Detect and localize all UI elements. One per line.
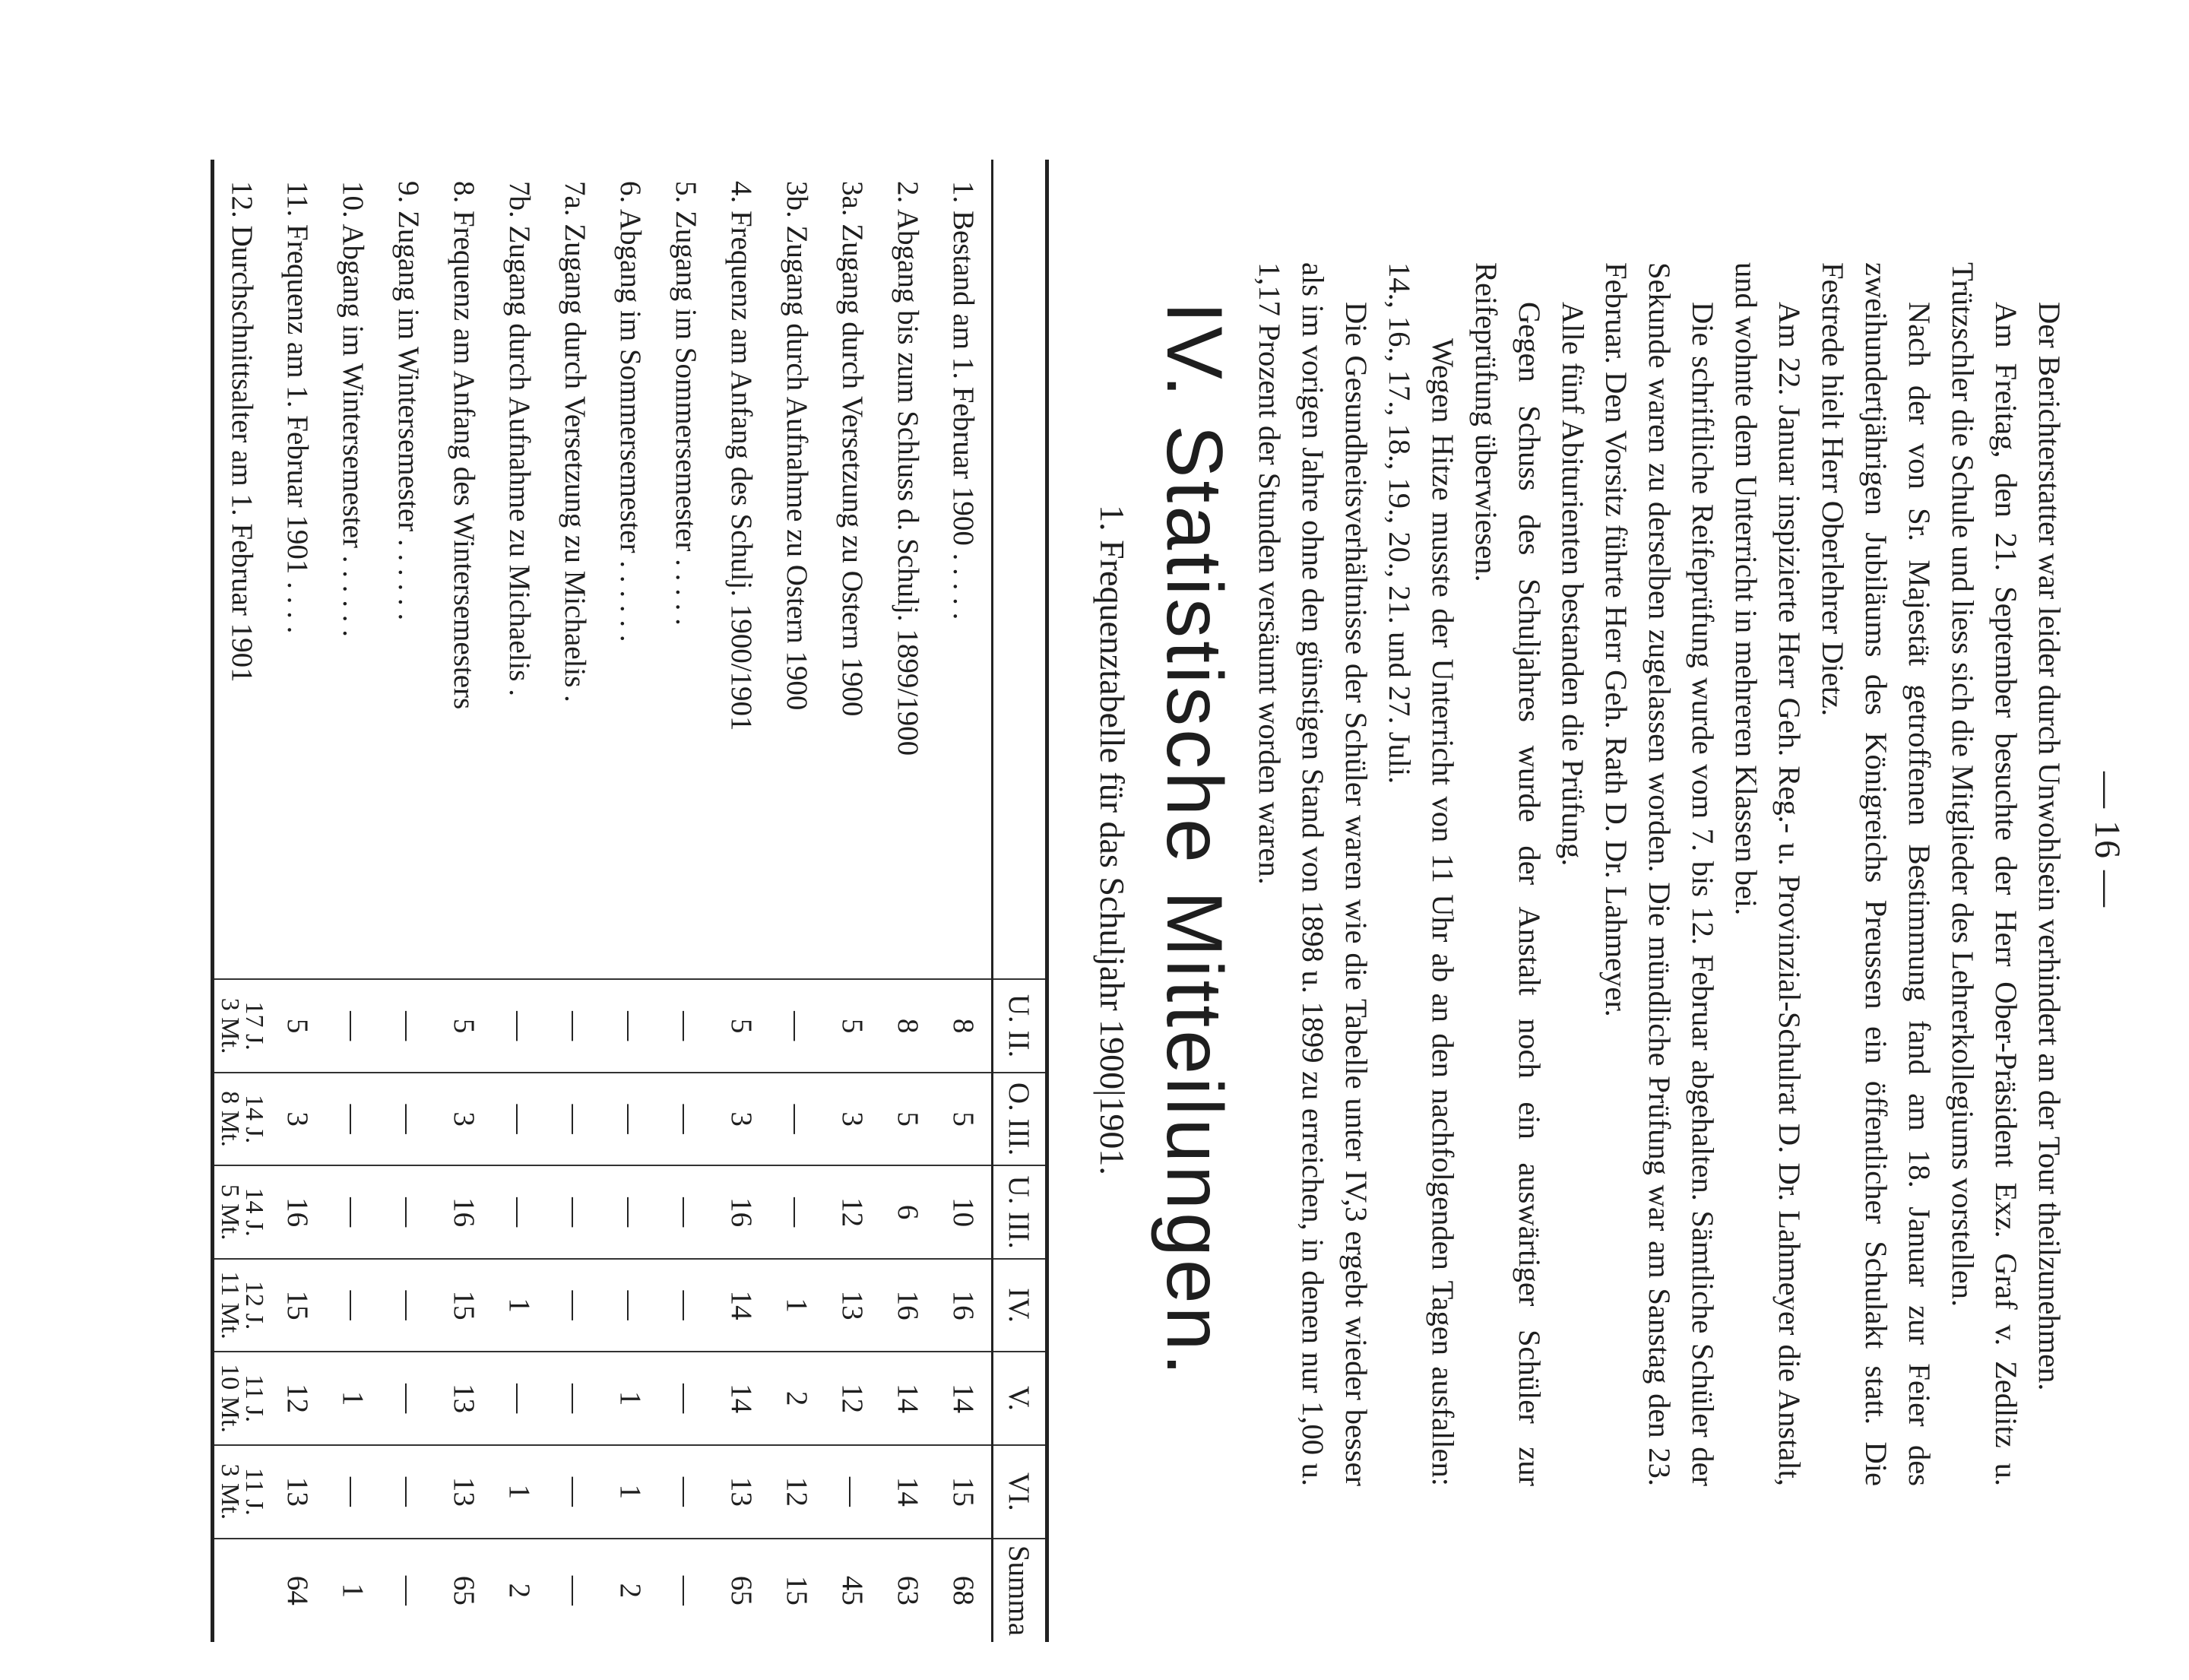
value-cell: — — [658, 1259, 714, 1352]
row-label: 7a. Zugang durch Versetzung zu Michaelis . — [547, 160, 603, 979]
value-cell: — — [492, 979, 547, 1072]
value-cell: — — [825, 1445, 880, 1539]
paragraph: Am 22. Januar inspizierte Herr Geh. Reg.- u. Provinzial-Schulrat D. Dr. Lahmeyer die Anstalt, und wohnte dem Unterricht in mehreren Klassen bei. — [1729, 262, 1807, 1486]
value-cell: 15 — [270, 1259, 325, 1352]
table-row — [769, 160, 825, 1642]
value-cell: — — [381, 979, 436, 1072]
table-row — [325, 160, 381, 1642]
table-row — [547, 160, 603, 1642]
sum-cell: 1 — [337, 1583, 369, 1599]
value-cell: — — [658, 1445, 714, 1539]
value-cell: 14 — [880, 1445, 936, 1539]
value-cell: — — [547, 1352, 603, 1444]
paragraph: Wegen Hitze musste der Unterricht von 11 Uhr ab an den nachfolgenden Tagen ausfallen: 14., 16., 17., 18., 19., 20., 21. und 27. Juli. — [1383, 262, 1460, 1486]
row-label: 3a. Zugang durch Versetzung zu Ostern 1900 — [825, 160, 880, 979]
value-cell: 2 — [769, 1352, 825, 1444]
value-cell: 3 — [436, 1073, 492, 1166]
value-cell: 12 — [270, 1352, 325, 1444]
age-years: 14 J. — [240, 1094, 269, 1144]
table-row — [936, 160, 993, 1642]
header-cell: IV. — [993, 1259, 1047, 1352]
age-years: 14 J. — [240, 1187, 269, 1237]
value-cell: — — [381, 1165, 436, 1259]
value-cell: 3 — [714, 1073, 769, 1166]
value-cell: — — [603, 1259, 658, 1352]
sum-cell: 68 — [947, 1575, 980, 1606]
row-label: 7b. Zugang durch Aufnahme zu Michaelis . — [492, 160, 547, 979]
value-cell: 13 — [714, 1445, 769, 1539]
table-header-row — [993, 160, 1047, 1642]
value-cell: 12 — [769, 1445, 825, 1539]
value-cell: 13 — [270, 1445, 325, 1539]
row-label: 5. Zugang im Sommersemester . . . . . — [658, 160, 714, 979]
value-cell: 5 — [936, 1073, 993, 1166]
sum-cell: 2 — [614, 1583, 647, 1599]
value-cell: — — [547, 1445, 603, 1539]
sum-cell: 64 — [281, 1575, 314, 1606]
value-cell: — — [325, 979, 381, 1072]
value-cell: 13 — [436, 1352, 492, 1444]
sum-cell: — — [670, 1575, 702, 1606]
value-cell: — — [325, 1445, 381, 1539]
value-cell: 12 — [825, 1352, 880, 1444]
age-cell — [213, 1259, 271, 1352]
value-cell: — — [603, 1073, 658, 1166]
age-years: 11 J. — [240, 1374, 269, 1423]
row-label: 9. Zugang im Wintersemester . . . . . . — [381, 160, 436, 979]
sum-cell: 15 — [781, 1575, 813, 1606]
value-cell: 5 — [825, 979, 880, 1072]
table-row — [270, 160, 325, 1642]
paragraph: Gegen Schuss des Schuljahres wurde der Anstalt noch ein auswärtiger Schüler zur Reifeprüfung überwiesen. — [1469, 262, 1547, 1486]
value-cell: — — [492, 1165, 547, 1259]
row-label: 8. Frequenz am Anfang des Wintersemesters — [436, 160, 492, 979]
value-cell: 13 — [436, 1445, 492, 1539]
age-cell — [213, 979, 271, 1072]
row-label: 2. Abgang bis zum Schluss d. Schulj. 1899/1900 — [880, 160, 936, 979]
value-cell: 1 — [492, 1259, 547, 1352]
value-cell: 13 — [825, 1259, 880, 1352]
value-cell: 5 — [436, 979, 492, 1072]
value-cell: — — [325, 1165, 381, 1259]
table-row — [714, 160, 769, 1642]
sum-cell: 45 — [836, 1575, 869, 1606]
value-cell: 16 — [714, 1165, 769, 1259]
value-cell: — — [658, 1073, 714, 1166]
value-cell: 10 — [936, 1165, 993, 1259]
sum-cell: 65 — [448, 1575, 480, 1606]
value-cell: — — [769, 1165, 825, 1259]
age-years: 12 J. — [240, 1281, 269, 1330]
value-cell: 16 — [936, 1259, 993, 1352]
table-row — [658, 160, 714, 1642]
age-cell — [213, 1445, 271, 1539]
age-months: 11 Mt. — [216, 1271, 245, 1339]
header-cell — [993, 160, 1047, 979]
value-cell: 1 — [492, 1445, 547, 1539]
row-label: 1. Bestand am 1. Februar 1900 . . . . . — [936, 160, 993, 979]
value-cell: 15 — [936, 1445, 993, 1539]
value-cell: — — [381, 1352, 436, 1444]
value-cell: 16 — [436, 1165, 492, 1259]
sum-cell — [213, 1539, 271, 1642]
body-text — [1248, 262, 2071, 1486]
age-cell — [213, 1352, 271, 1444]
age-months: 5 Mt. — [216, 1184, 245, 1241]
table-row-average-age — [213, 160, 271, 1642]
age-months: 3 Mt. — [216, 1463, 245, 1520]
value-cell: — — [658, 1352, 714, 1444]
age-months: 8 Mt. — [216, 1091, 245, 1147]
row-label: 3b. Zugang durch Aufnahme zu Ostern 1900 — [769, 160, 825, 979]
row-label: 11. Frequenz am 1. Februar 1901 . . . . — [270, 160, 325, 979]
table-row — [492, 160, 547, 1642]
table-row — [825, 160, 880, 1642]
value-cell: 14 — [936, 1352, 993, 1444]
row-label: 10. Abgang im Wintersemester . . . . . . — [325, 160, 381, 979]
value-cell: 12 — [825, 1165, 880, 1259]
paragraph: Alle fünf Abiturienten bestanden die Prüfung. — [1556, 302, 1590, 867]
value-cell: — — [325, 1073, 381, 1166]
value-cell: 16 — [270, 1165, 325, 1259]
value-cell: — — [769, 979, 825, 1072]
value-cell: 16 — [880, 1259, 936, 1352]
table-row — [603, 160, 658, 1642]
value-cell: — — [547, 1073, 603, 1166]
value-cell: 3 — [270, 1073, 325, 1166]
header-cell: U. III. — [993, 1165, 1047, 1259]
value-cell: — — [769, 1073, 825, 1166]
value-cell: 15 — [436, 1259, 492, 1352]
row-label: 4. Frequenz am Anfang des Schulj. 1900/1901 — [714, 160, 769, 979]
paragraph: Der Berichterstatter war leider durch Unwohlsein verhindert an der Tour theilzunehmen. — [2032, 302, 2067, 1391]
header-cell: Summa — [993, 1539, 1047, 1642]
value-cell: — — [381, 1073, 436, 1166]
value-cell: — — [547, 1259, 603, 1352]
paragraph: Am Freitag, den 21. September besuchte der Herr Ober-Präsident Exz. Graf v. Zedlitz u. Trützschler die Schule und liess sich die Mitglieder des Lehrerkollegiums vorstellen. — [1946, 262, 2023, 1486]
header-cell: VI. — [993, 1445, 1047, 1539]
value-cell: — — [658, 979, 714, 1072]
sum-cell: 65 — [725, 1575, 758, 1606]
value-cell: 1 — [325, 1352, 381, 1444]
row-label: 6. Abgang im Sommersemester . . . . . . — [603, 160, 658, 979]
section-title: IV. Statistische Mitteilungen. — [1150, 301, 1238, 1379]
sum-cell: 2 — [503, 1583, 536, 1599]
value-cell: 5 — [880, 1073, 936, 1166]
value-cell: — — [325, 1259, 381, 1352]
value-cell: — — [492, 1352, 547, 1444]
value-cell: — — [492, 1073, 547, 1166]
value-cell: 14 — [714, 1259, 769, 1352]
value-cell: 1 — [769, 1259, 825, 1352]
sum-cell: — — [559, 1575, 591, 1606]
age-years: 17 J. — [240, 1001, 269, 1051]
header-cell: O. III. — [993, 1073, 1047, 1166]
sum-cell: 63 — [892, 1575, 924, 1606]
table-row — [381, 160, 436, 1642]
value-cell: — — [381, 1445, 436, 1539]
value-cell: 1 — [603, 1445, 658, 1539]
age-months: 10 Mt. — [216, 1364, 245, 1433]
frequency-table — [211, 160, 1049, 1642]
value-cell: 14 — [880, 1352, 936, 1444]
value-cell: 3 — [825, 1073, 880, 1166]
value-cell: 5 — [270, 979, 325, 1072]
value-cell: 8 — [936, 979, 993, 1072]
age-years: 11 J. — [240, 1467, 269, 1516]
value-cell: 8 — [880, 979, 936, 1072]
header-cell: U. II. — [993, 979, 1047, 1072]
table-row — [436, 160, 492, 1642]
page-number: — 16 — — [2087, 772, 2127, 908]
value-cell: — — [547, 979, 603, 1072]
row-label: 12. Durchschnittsalter am 1. Februar 1901 — [213, 160, 271, 979]
header-cell: V. — [993, 1352, 1047, 1444]
age-cell — [213, 1165, 271, 1259]
value-cell: — — [603, 979, 658, 1072]
age-cell — [213, 1073, 271, 1166]
paragraph: Nach der von Sr. Majestät getroffenen Bestimmung fand am 18. Januar zur Feier des zweihundertjährigen Jubiläums des Königreichs Preussen ein öffentlicher Schulakt statt. Die Festrede hielt Herr Oberlehrer Dietz. — [1816, 262, 1937, 1486]
paragraph: Die Gesundheitsverhältnisse der Schüler waren wie die Tabelle unter IV,3 ergebt wieder besser als im vorigen Jahre ohne den günstigen Stand von 1898 u. 1899 zu erreichen, in denen nur 1,00 u. 1,17 Prozent der Stunden versäumt worden waren. — [1253, 262, 1373, 1486]
age-months: 3 Mt. — [216, 997, 245, 1054]
value-cell: 5 — [714, 979, 769, 1072]
value-cell: — — [381, 1259, 436, 1352]
paragraph: Die schriftliche Reifeprüfung wurde vom 7. bis 12. Februar abgehalten. Sämtliche Schüler der Sekunde waren zu derselben zugelassen worden. Die mündliche Prüfung war am Sanstag den 23. Februar. Den Vorsitz führte Herr Geh. Rath D. Dr. Lahmeyer. — [1599, 262, 1720, 1486]
value-cell: 14 — [714, 1352, 769, 1444]
value-cell: 6 — [880, 1165, 936, 1259]
value-cell: — — [603, 1165, 658, 1259]
table-subtitle: 1. Frequenztabelle für das Schuljahr 1900|1901. — [1093, 505, 1132, 1175]
value-cell: — — [547, 1165, 603, 1259]
value-cell: 1 — [603, 1352, 658, 1444]
value-cell: — — [658, 1165, 714, 1259]
table-row — [880, 160, 936, 1642]
sum-cell: — — [392, 1575, 425, 1606]
